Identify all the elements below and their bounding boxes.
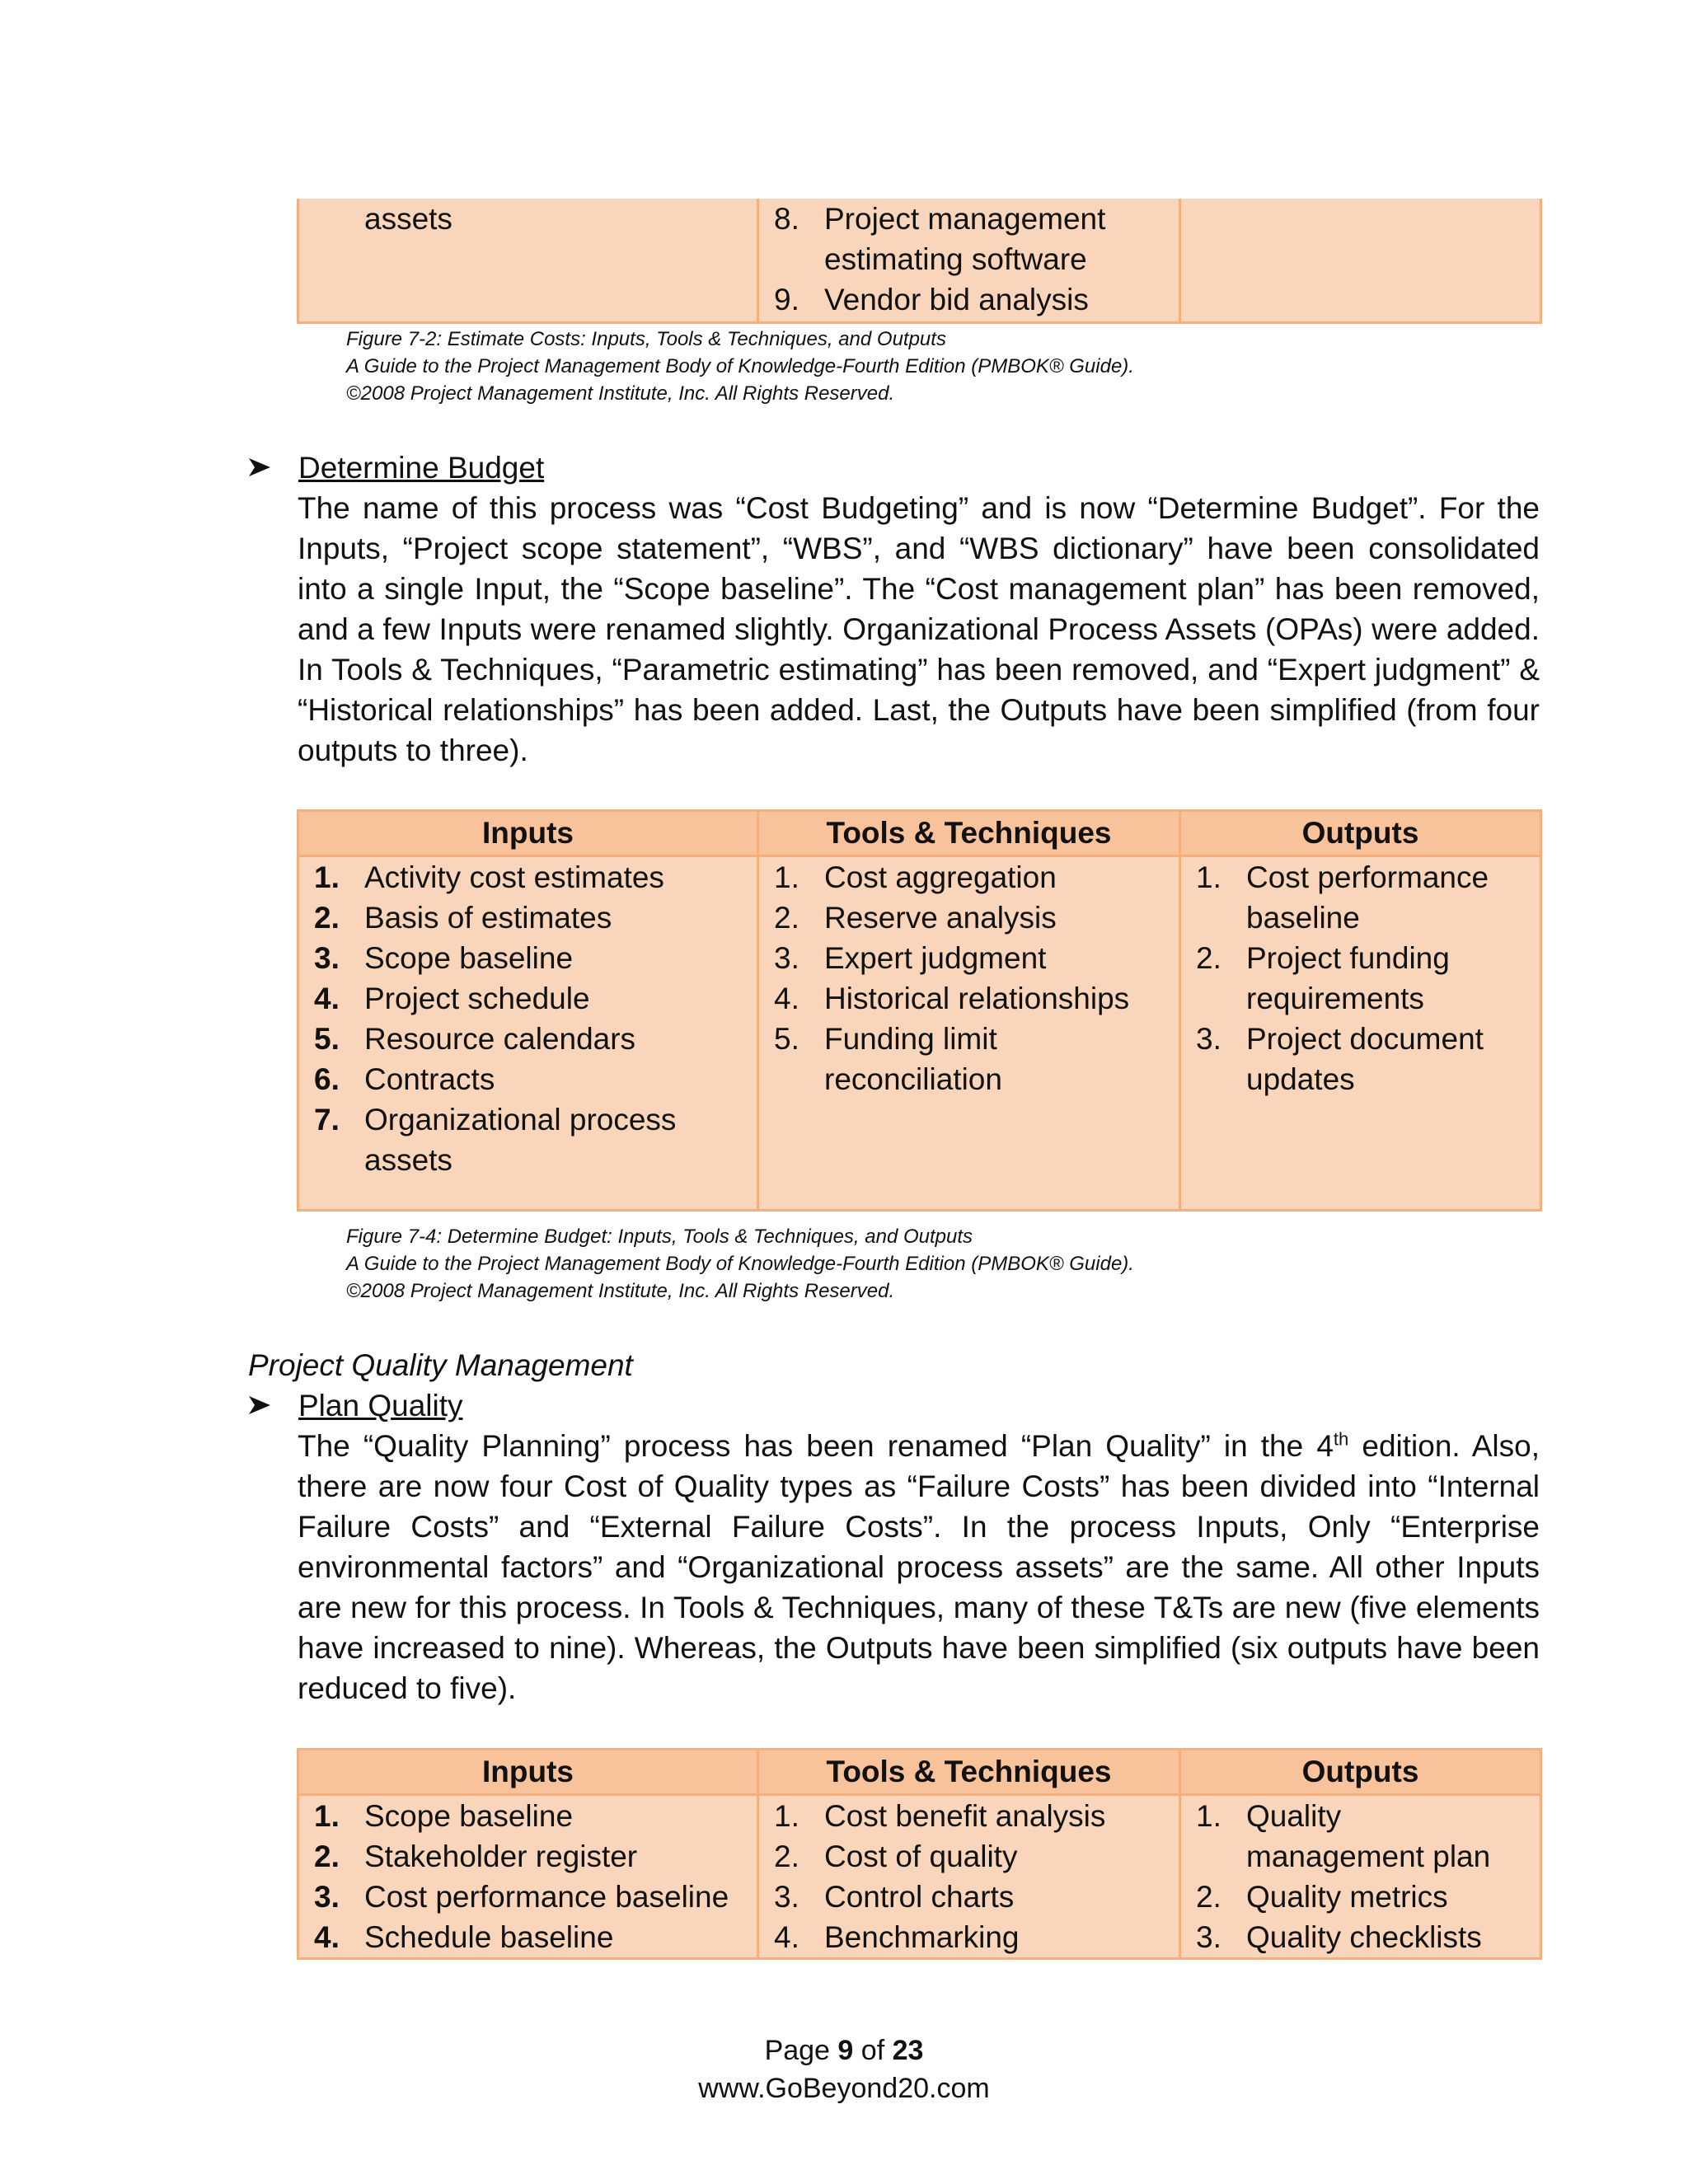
determine-budget-paragraph: The name of this process was “Cost Budgeting” and is now “Determine Budget”. For the Inputs, “Project scope statement”, “WBS”, and “WBS dictionary” have been consolidated into a single Input, the “Scope baseline”. The “Cost management plan” has been removed, and a few Inputs were renamed slightly. Organizational Process Assets (OPAs) were added. In Tools & Techniques, “Parametric estimating” has been removed, and “Expert judgment” & “Historical relationships” has been added. Last, the Outputs have been simplified (from four outputs to three). — [298, 491, 1540, 767]
tools-cell — [758, 856, 1180, 1211]
tools-header: Tools & Techniques — [758, 811, 1180, 856]
outputs-list — [1181, 1796, 1540, 1957]
list-item: 5. Funding limit reconciliation — [774, 1022, 1002, 1096]
outputs-cell — [1180, 856, 1541, 1211]
plan-quality-bullet — [247, 1385, 463, 1426]
inputs-cell — [298, 199, 758, 322]
inputs-cell — [298, 1795, 758, 1959]
outputs-list — [1181, 857, 1540, 1099]
list-item: 1. Cost benefit analysis — [774, 1799, 1106, 1833]
list-item: 2. Cost of quality — [774, 1840, 1018, 1873]
list-item: 1. Quality management plan — [1196, 1799, 1491, 1873]
list-item: 3. Control charts — [774, 1880, 1015, 1914]
plan-quality-heading: Plan Quality — [298, 1389, 463, 1422]
list-item: 9. Vendor bid analysis — [774, 283, 1089, 316]
list-item: 1. Cost aggregation — [774, 860, 1057, 894]
list-item: 4. Benchmarking — [774, 1920, 1020, 1954]
list-item: 3. Cost performance baseline — [314, 1880, 729, 1914]
tools-list — [759, 857, 1179, 1099]
inputs-header: Inputs — [298, 1750, 758, 1795]
list-item: 3. Project document updates — [1196, 1022, 1484, 1096]
tools-list — [759, 199, 1179, 320]
estimate-costs-table-continuation — [297, 199, 1542, 324]
list-item: 2. Project funding requirements — [1196, 941, 1450, 1015]
tools-list — [759, 1796, 1179, 1957]
determine-budget-heading: Determine Budget — [298, 451, 545, 485]
outputs-cell — [1180, 199, 1541, 322]
list-item: 8. Project management estimating software — [774, 202, 1106, 276]
section-title: Project Quality Management — [248, 1348, 633, 1382]
list-item: 2. Reserve analysis — [774, 901, 1057, 935]
arrowhead-bullet-icon — [247, 457, 272, 478]
outputs-header: Outputs — [1180, 811, 1541, 856]
figure-caption-7-4: Figure 7-4: Determine Budget: Inputs, Tools & Techniques, and Outputs A Guide to the Project Management Body of Knowledge-Fourth Edition (PMBOK® Guide). ©2008 Project Management Institute, Inc. All Rights Reserved. — [346, 1226, 1134, 1302]
list-item: 4. Historical relationships — [774, 982, 1130, 1015]
list-item: 2. Basis of estimates — [314, 901, 612, 935]
list-item: 2. Stakeholder register — [314, 1840, 638, 1873]
tools-cell — [758, 1795, 1180, 1959]
list-item: 2. Quality metrics — [1196, 1880, 1448, 1914]
list-item: 6. Contracts — [314, 1062, 495, 1096]
outputs-header: Outputs — [1180, 1750, 1541, 1795]
determine-budget-bullet — [247, 448, 545, 488]
tools-cell — [758, 199, 1180, 322]
inputs-list — [299, 1796, 757, 1957]
plan-quality-paragraph: The “Quality Planning” process has been renamed “Plan Quality” in the 4th edition. Also, there are now four Cost of Quality types as “Failure Costs” has been divided into “Internal Failure Costs” and “External Failure Costs”. In the process Inputs, Only “Enterprise environmental factors” and “Organizational process assets” are the same. All other Inputs are new for this process. In Tools & Techniques, many of these T&Ts are new (five elements have increased to nine). Whereas, the Outputs have been simplified (six outputs have been reduced to five). — [298, 1428, 1540, 1705]
figure-caption-7-2: Figure 7-2: Estimate Costs: Inputs, Tools & Techniques, and Outputs A Guide to the Project Management Body of Knowledge-Fourth Edition (PMBOK® Guide). ©2008 Project Management Institute, Inc. All Rights Reserved. — [346, 328, 1134, 405]
list-item: 7. Organizational process assets — [314, 1103, 677, 1177]
list-item: 3. Scope baseline — [314, 941, 574, 975]
list-item: assets — [364, 202, 452, 236]
inputs-header: Inputs — [298, 811, 758, 856]
inputs-cell — [298, 856, 758, 1211]
list-item: 3. Quality checklists — [1196, 1920, 1482, 1954]
inputs-list — [299, 857, 757, 1180]
website-link[interactable]: www.GoBeyond20.com — [698, 2073, 990, 2104]
tools-header: Tools & Techniques — [758, 1750, 1180, 1795]
arrowhead-bullet-icon — [247, 1394, 272, 1416]
determine-budget-table — [297, 809, 1542, 1212]
list-item: 4. Schedule baseline — [314, 1920, 614, 1954]
list-item: 3. Expert judgment — [774, 941, 1047, 975]
list-item: 5. Resource calendars — [314, 1022, 636, 1056]
list-item: 1. Activity cost estimates — [314, 860, 664, 894]
list-item: 4. Project schedule — [314, 982, 590, 1015]
list-item: 1. Cost performance baseline — [1196, 860, 1489, 935]
page-number: Page 9 of 23 — [764, 2035, 924, 2066]
plan-quality-table — [297, 1748, 1542, 1960]
list-item: 1. Scope baseline — [314, 1799, 574, 1833]
outputs-cell — [1180, 1795, 1541, 1959]
